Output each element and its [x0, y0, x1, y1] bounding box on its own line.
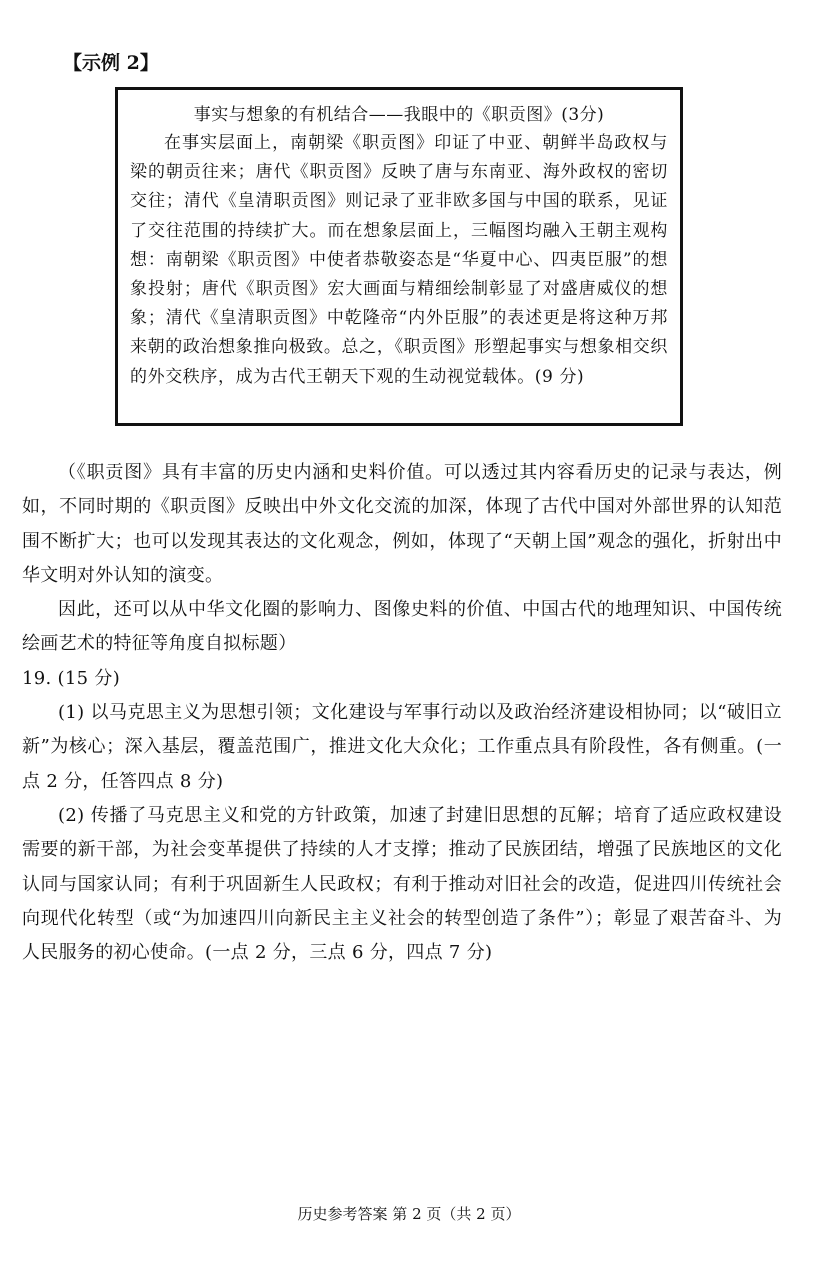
- note-paragraph-1: （《职贡图》具有丰富的历史内涵和史料价值。可以透过其内容看历史的记录与表达，例如，不同时期的《职贡图》反映出中外文化交流的加深，体现了古代中国对外部世界的认知范围不断扩大；也可以发现其表达的文化观念，例如，体现了“天朝上国”观念的强化，折射出中华文明对外认知的演变。: [22, 462, 782, 586]
- answer-content: [22, 456, 782, 970]
- question-19-part-1: (1) 以马克思主义为思想引领；文化建设与军事行动以及政治经济建设相协同；以“破旧立新”为核心；深入基层，覆盖范围广，推进文化大众化；工作重点具有阶段性，各有侧重。(一点 2 分，任答四点 8 分): [22, 702, 782, 792]
- essay-title: 事实与想象的有机结合——我眼中的《职贡图》(3分): [193, 105, 605, 125]
- question-19-heading: 19. (15 分): [22, 667, 121, 689]
- question-19-part-2: (2) 传播了马克思主义和党的方针政策，加速了封建旧思想的瓦解；培育了适应政权建设需要的新干部，为社会变革提供了持续的人才支撑；推动了民族团结，增强了民族地区的文化认同与国家认同；有利于巩固新生人民政权；有利于推动对旧社会的改造，促进四川传统社会向现代化转型（或“为加速四川向新民主主义社会的转型创造了条件”）；彰显了艰苦奋斗、为人民服务的初心使命。(一点 2 分，三点 6 分，四点 7 分): [22, 804, 782, 964]
- essay-box: [115, 87, 683, 426]
- page-footer: 历史参考答案 第 2 页（共 2 页）: [297, 1205, 521, 1223]
- example-label: 【示例 2】: [63, 52, 159, 74]
- essay-body: 在事实层面上，南朝梁《职贡图》印证了中亚、朝鲜半岛政权与梁的朝贡往来；唐代《职贡图》反映了唐与东南亚、海外政权的密切交往；清代《皇清职贡图》则记录了亚非欧多国与中国的联系，见证了交往范围的持续扩大。而在想象层面上，三幅图均融入王朝主观构想：南朝梁《职贡图》中使者恭敬姿态是“华夏中心、四夷臣服”的想象投射；唐代《职贡图》宏大画面与精细绘制彰显了对盛唐威仪的想象；清代《皇清职贡图》中乾隆帝“内外臣服”的表述更是将这种万邦来朝的政治想象推向极致。总之，《职贡图》形塑起事实与想象相交织的外交秩序，成为古代王朝天下观的生动视觉载体。(9 分): [130, 133, 668, 387]
- note-paragraph-2: 因此，还可以从中华文化圈的影响力、图像史料的价值、中国古代的地理知识、中国传统绘画艺术的特征等角度自拟标题）: [22, 599, 782, 655]
